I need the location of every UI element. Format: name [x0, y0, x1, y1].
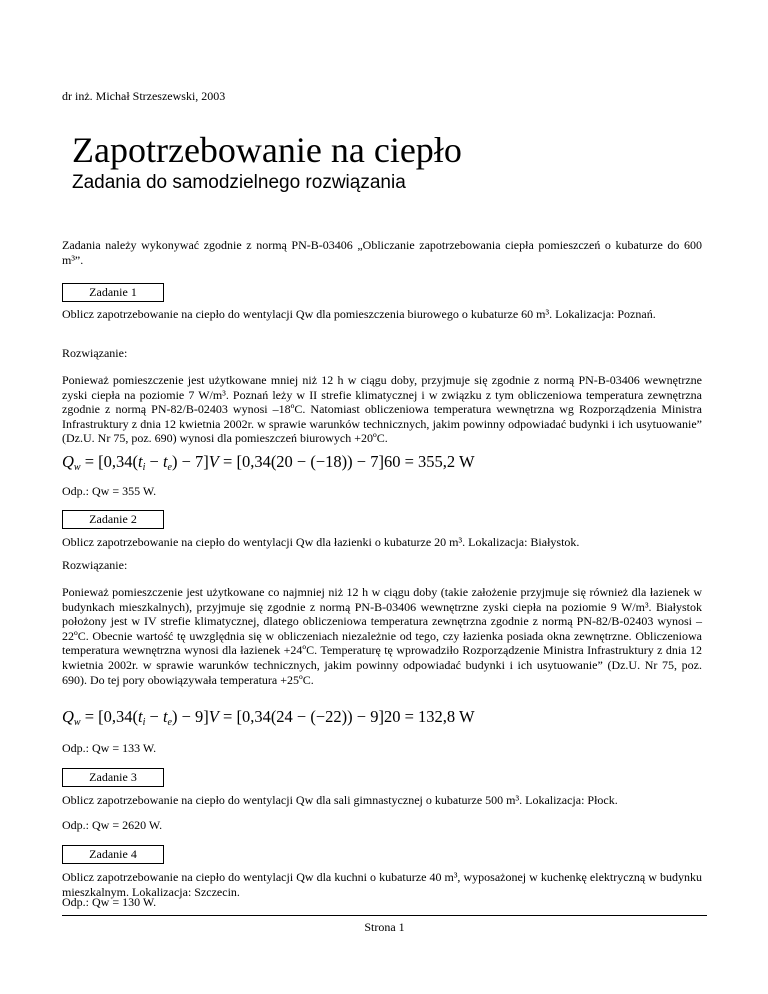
task-2-formula-mid: ) − 9]: [172, 707, 209, 726]
page-number: Strona 1: [364, 920, 405, 934]
task-4-label: Zadanie 4: [62, 845, 164, 864]
task-2-question: [62, 535, 702, 550]
task-1-answer: Odp.: Qw = 355 W.: [62, 484, 157, 498]
task-2-solution: [62, 585, 702, 687]
task-2-formula: $Q_w = [0,34(t_i - t_e) - 9]V = [0,34(24 - (-22)) - 9]20 = 132,8$ W: [62, 707, 475, 728]
task-2-answer: Odp.: Qw = 133 W.: [62, 741, 157, 755]
author-line: dr inż. Michał Strzeszewski, 2003: [62, 89, 226, 103]
document-subtitle: Zadania do samodzielnego rozwiązania: [72, 172, 406, 193]
task-1-question-text: Oblicz zapotrzebowanie na ciepło do wentylacji Qw dla pomieszczenia biurowego o kubaturze 60 m³. Lokalizacja: Poznań.: [62, 307, 656, 321]
task-4-question-text: Oblicz zapotrzebowanie na ciepło do wentylacji Qw dla kuchni o kubaturze 40 m³, wyposażonej w kuchenkę elektryczną w budynku mieszkalnym. Lokalizacja: Szczecin.: [62, 870, 702, 899]
task-2-solution-text: Ponieważ pomieszczenie jest użytkowane co najmniej niż 12 h w ciągu doby (takie założenie przyjmuje się również dla łazienek w budynkach mieszkalnych), przyjmuje się zgodnie z normą PN-B-03406 wewnętrzne zyski ciepła na poziomie 9 W/m³. Białystok położony jest w IV strefie klimatycznej, dlatego obliczeniowa temperatura zewnętrzna zgodnie z normą PN-82/B-02403 wynosi –22ºC. Obecnie wartość tę uwzględnia się w obliczeniach niezależnie od tego, czy łazienka posiada okna zewnętrzne. Obliczeniowa temperatura wewnętrzna wynosi dla łazienek +24ºC. Temperaturę tę wprowadziło Rozporządzenie Ministra Infrastruktury z dnia 12 kwietnia 2002r. w sprawie warunków technicznych, jakim powinny odpowiadać budynki i ich usytuowanie” (Dz.U. Nr 75, poz. 690). Do tej pory obowiązywała temperatura +25ºC.: [62, 585, 702, 687]
task-3-question-text: Oblicz zapotrzebowanie na ciepło do wentylacji Qw dla sali gimnastycznej o kubaturze 500 m³. Lokalizacja: Płock.: [62, 793, 618, 807]
document-title: Zapotrzebowanie na ciepło: [72, 130, 462, 170]
task-2-formula-right: = [0,34(24 − (−22)) − 9]20 = 132,8 W: [223, 707, 475, 726]
task-1-formula-mid: ) − 7]: [172, 452, 209, 471]
intro-paragraph: [62, 238, 702, 267]
task-1-formula-left: = [0,34(: [84, 452, 139, 471]
task-4-question: [62, 870, 702, 899]
task-1-label: Zadanie 1: [62, 283, 164, 302]
task-1-solution-text: Ponieważ pomieszczenie jest użytkowane mniej niż 12 h w ciągu doby, przyjmuje się zgodnie z normą PN-B-03406 wewnętrzne zyski ciepła na poziomie 7 W/m³. Poznań leży w II strefie klimatycznej i w związku z tym obliczeniowa temperatura zewnętrzna zgodnie z normą PN-82/B-02403 wynosi –18ºC. Natomiast obliczeniowa temperatura wewnętrzna wg Rozporządzenia Ministra Infrastruktury z dnia 12 kwietnia 2002r. w sprawie warunków technicznych, jakim powinny odpowiadać budynki i ich usytuowanie” (Dz.U. Nr 75, poz. 690) wynosi dla pomieszczeń biurowych +20ºC.: [62, 373, 702, 446]
task-2-solution-label: Rozwiązanie:: [62, 558, 128, 572]
task-4-answer: Odp.: Qw = 130 W.: [62, 895, 157, 909]
task-2-label: Zadanie 2: [62, 510, 164, 529]
task-1-question: [62, 307, 702, 322]
task-1-formula-right: = [0,34(20 − (−18)) − 7]60 = 355,2 W: [223, 452, 475, 471]
intro-text: Zadania należy wykonywać zgodnie z normą PN-B-03406 „Obliczanie zapotrzebowania ciepła pomieszczeń o kubaturze do 600 m³”.: [62, 238, 702, 267]
task-3-answer: Odp.: Qw = 2620 W.: [62, 818, 163, 832]
task-2-formula-left: = [0,34(: [84, 707, 139, 726]
task-3-question: [62, 793, 702, 808]
task-1-solution: [62, 373, 702, 446]
task-1-solution-label: Rozwiązanie:: [62, 346, 128, 360]
task-1-formula: $Q_w = [0,34(t_i - t_e) - 7]V = [0,34(20 - (-18)) - 7]60 = 355,2$ W: [62, 452, 475, 473]
task-2-question-text: Oblicz zapotrzebowanie na ciepło do wentylacji Qw dla łazienki o kubaturze 20 m³. Lokalizacja: Białystok.: [62, 535, 580, 549]
task-3-label: Zadanie 3: [62, 768, 164, 787]
footer-divider: [62, 915, 707, 916]
